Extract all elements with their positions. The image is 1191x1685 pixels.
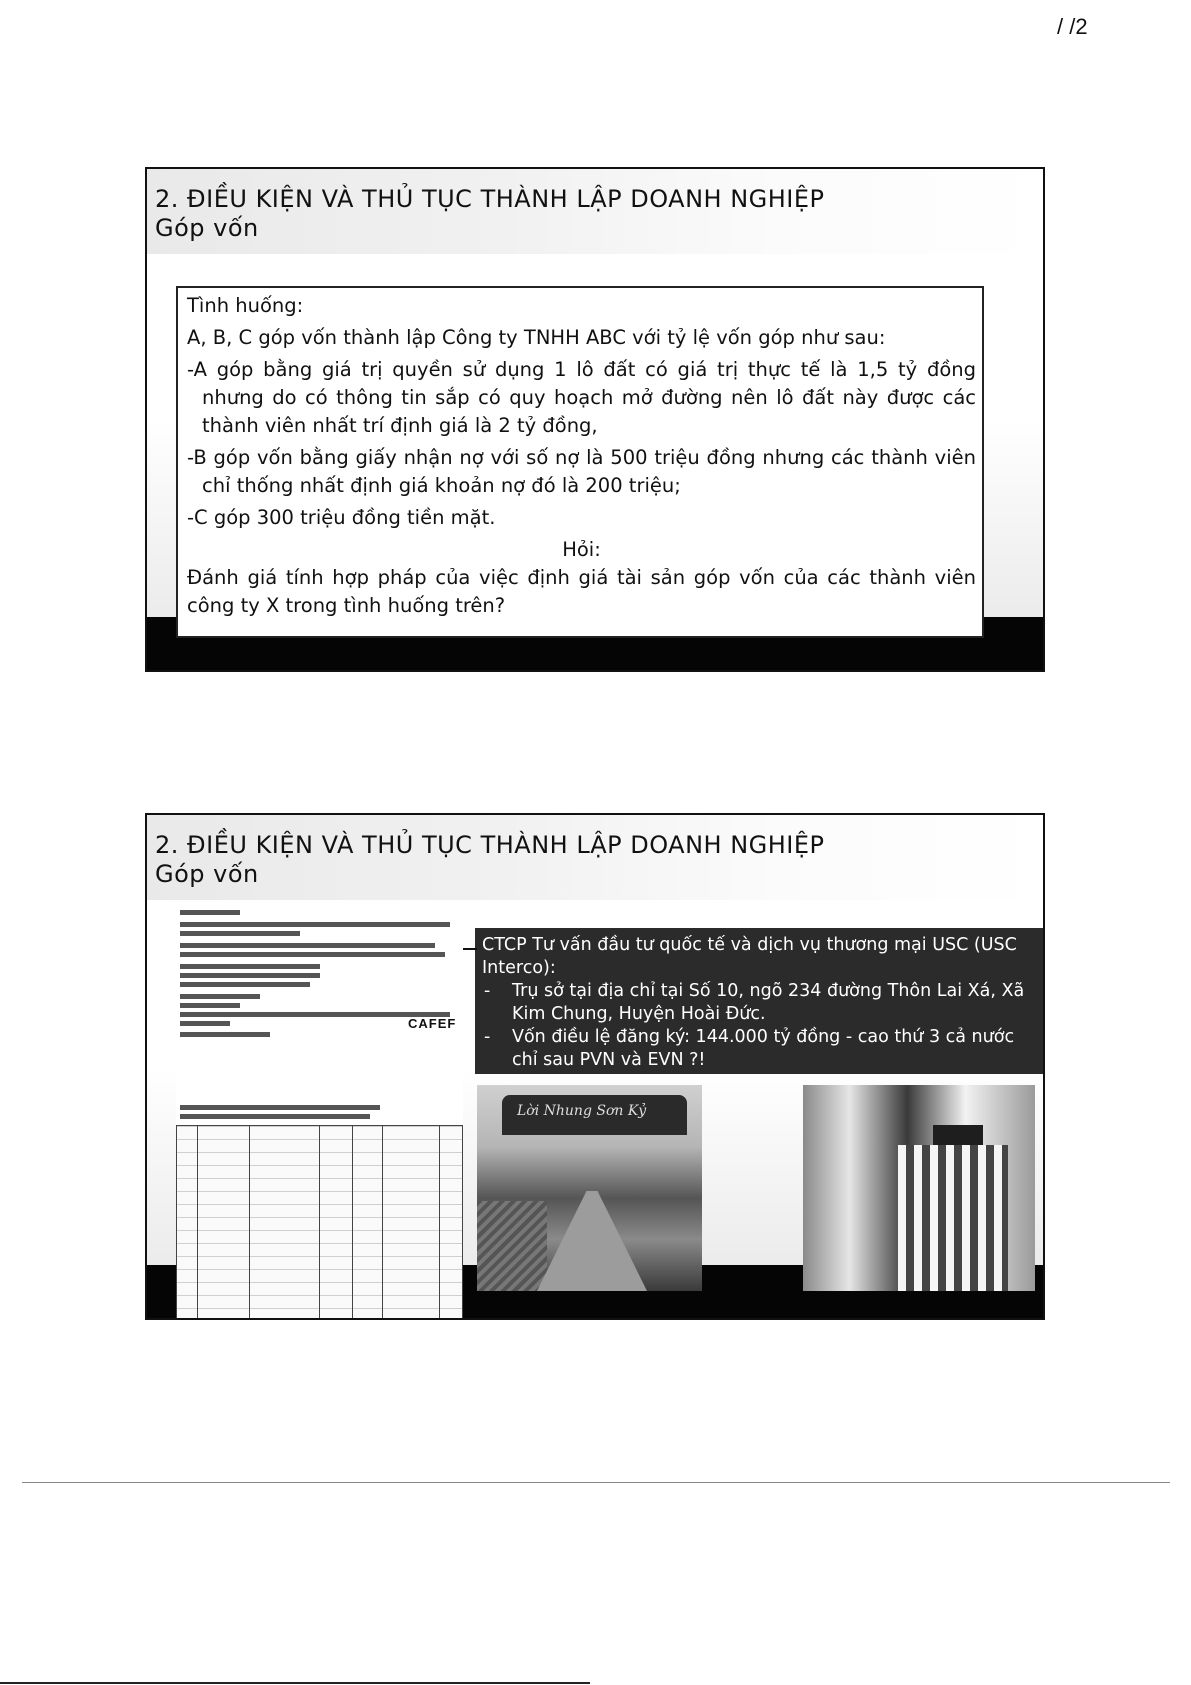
slide-subtitle: Góp vốn <box>155 860 259 888</box>
slide-title: 2. ĐIỀU KIỆN VÀ THỦ TỤC THÀNH LẬP DOANH NGHIỆP <box>155 831 825 859</box>
question-label: Hỏi: <box>562 538 601 561</box>
page-divider <box>22 1482 1170 1483</box>
callout-heading: CTCP Tư vấn đầu tư quốc tế và dịch vụ thương mại USC (USC Interco): <box>482 935 1017 978</box>
cafef-logo: CAFEF <box>408 1016 457 1031</box>
page-number: / /2 <box>1057 14 1088 39</box>
slide-header <box>147 815 1043 900</box>
callout-connector <box>463 948 477 950</box>
slide-1 <box>145 167 1045 672</box>
case-intro: A, B, C góp vốn thành lập Công ty TNHH ABC với tỷ lệ vốn góp như sau: <box>187 326 886 349</box>
case-item-c: -C góp 300 triệu đồng tiền mặt. <box>187 506 496 529</box>
slide-2 <box>145 813 1045 1320</box>
case-item-b: -B góp vốn bằng giấy nhận nợ với số nợ là 500 triệu đồng nhưng các thành viên chỉ thống nhất định giá khoản nợ đó là 200 triệu; <box>187 446 976 497</box>
slide-title: 2. ĐIỀU KIỆN VÀ THỦ TỤC THÀNH LẬP DOANH NGHIỆP <box>155 185 825 213</box>
business-registration-document-image <box>176 900 463 1320</box>
village-street-photo: Lời Nhung Sơn Kỷ <box>477 1085 702 1291</box>
company-info-callout <box>475 928 1043 1074</box>
case-heading: Tình huống: <box>187 294 304 317</box>
case-study-box <box>176 286 984 638</box>
slide-subtitle: Góp vốn <box>155 214 259 242</box>
shareholder-table-image <box>176 1125 463 1320</box>
house-gate-photo <box>803 1085 1035 1291</box>
callout-bullet-address: - Trụ sở tại địa chỉ tại Số 10, ngõ 234 đường Thôn Lai Xá, Xã Kim Chung, Huyện Hoài Đức. <box>482 980 1037 1026</box>
case-question: Đánh giá tính hợp pháp của việc định giá tài sản góp vốn của các thành viên công ty X trong tình huống trên? <box>187 566 976 617</box>
page-bottom-rule <box>0 1682 590 1684</box>
slide-header <box>147 169 1043 254</box>
callout-bullet-capital: - Vốn điều lệ đăng ký: 144.000 tỷ đồng - cao thứ 3 cả nước chỉ sau PVN và EVN ?! <box>482 1026 1037 1072</box>
case-item-a: -A góp bằng giá trị quyền sử dụng 1 lô đất có giá trị thực tế là 1,5 tỷ đồng nhưng do có thông tin sắp có quy hoạch mở đường nên lô đất này được các thành viên nhất trí định giá là 2 tỷ đồng, <box>187 358 976 437</box>
